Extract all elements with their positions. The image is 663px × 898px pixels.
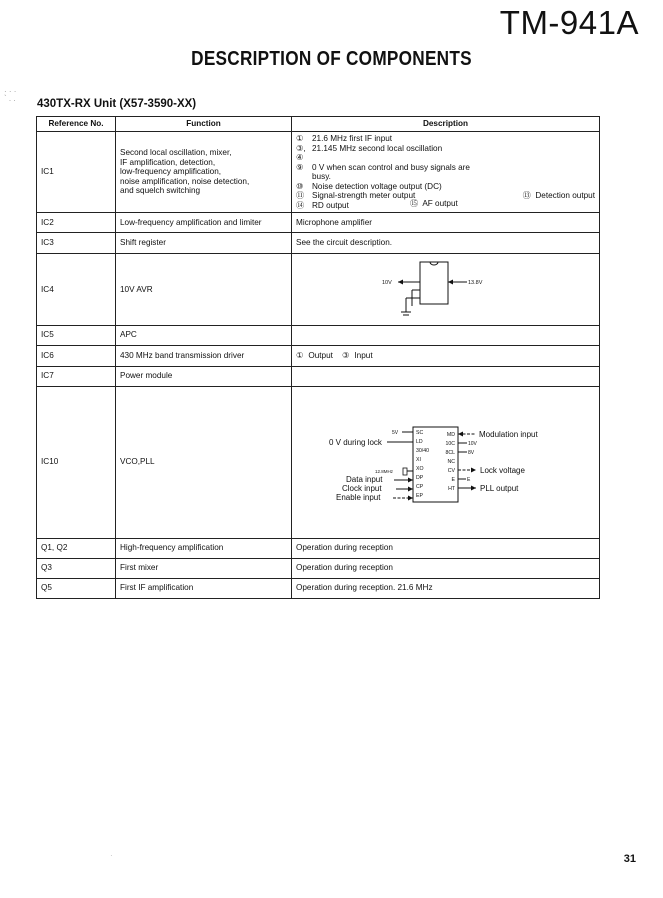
table-row-q1q2 xyxy=(37,538,600,558)
header-function: Function xyxy=(116,117,292,132)
ic10-pin-left-label: EP xyxy=(416,492,423,499)
header-description: Description xyxy=(292,117,600,132)
pin-ref: ① xyxy=(296,350,304,360)
function-cell: Power module xyxy=(116,366,292,386)
pin-ref: ⑭ xyxy=(296,200,305,210)
model-number: TM-941A xyxy=(499,4,639,41)
desc-text: 0 V when scan control and busy signals are busy. xyxy=(312,162,470,181)
desc-text: Noise detection voltage output (DC) xyxy=(312,181,442,191)
ic10-label-lockv: Lock voltage xyxy=(480,465,525,475)
function-cell: 10V AVR xyxy=(116,254,292,326)
table-row-q5 xyxy=(37,578,600,598)
ref-cell: Q5 xyxy=(37,578,116,598)
function-cell: First mixer xyxy=(116,558,292,578)
ic10-5v-label: 5V xyxy=(392,429,399,436)
ic10-pin-left-label: SC xyxy=(416,429,424,436)
ref-cell: IC4 xyxy=(37,254,116,326)
page-number: 31 xyxy=(623,853,636,865)
pin-ref: ⑨ xyxy=(296,162,304,172)
function-cell: VCO,PLL xyxy=(116,386,292,538)
ic10-md-arrow xyxy=(458,431,463,436)
ic10-pin-right-label: HT xyxy=(448,485,455,492)
ic10-label-mod: Modulation input xyxy=(479,429,538,439)
ic4-body xyxy=(420,262,448,304)
ic10-pin-right-label: 8CL xyxy=(445,449,455,456)
ref-cell: IC7 xyxy=(37,366,116,386)
table-row-ic1 xyxy=(37,132,600,213)
ic10-pin-right-label: E xyxy=(451,476,455,483)
desc-text: AF output xyxy=(422,199,458,208)
description-cell xyxy=(292,366,600,386)
ic10-pin-right-label: NC xyxy=(447,458,455,465)
ic10-pll-diagram xyxy=(292,387,598,535)
pin-ref: ① xyxy=(296,134,304,143)
ic10-dp-arrow xyxy=(408,477,413,482)
ref-cell: IC3 xyxy=(37,233,116,254)
table-row-ic4 xyxy=(37,254,600,326)
ic10-label-enable: Enable input xyxy=(336,492,381,502)
ic10-e-label: E xyxy=(467,476,471,483)
desc-text: Input xyxy=(354,350,373,360)
ic10-10v-label: 10V xyxy=(468,440,477,447)
ic10-ht-arrow xyxy=(471,485,476,490)
ic10-xtal-icon xyxy=(403,468,407,475)
ic4-label-10v: 10V xyxy=(382,280,392,286)
desc-text: RD output xyxy=(312,200,349,210)
ic4-in-arrow xyxy=(398,280,403,285)
unit-title: 430TX-RX Unit (X57-3590-XX) xyxy=(37,98,197,110)
ic10-label-data: Data input xyxy=(346,474,383,484)
description-cell xyxy=(292,386,600,538)
table-row-ic6 xyxy=(37,345,600,366)
ref-cell: IC5 xyxy=(37,325,116,345)
pin-ref: ⑪ xyxy=(296,191,305,200)
ic4-regulator-diagram xyxy=(292,254,598,322)
description-cell: Microphone amplifier xyxy=(292,213,600,233)
ic10-pin-left-label: 30/40 xyxy=(416,447,429,454)
pin-ref: ③ xyxy=(342,350,350,360)
ref-cell: IC2 xyxy=(37,213,116,233)
function-cell: 430 MHz band transmission driver xyxy=(116,345,292,366)
ic10-pin-left-label: XO xyxy=(416,465,424,472)
table-row-ic2 xyxy=(37,213,600,233)
table-row-ic10 xyxy=(37,386,600,538)
ref-cell: IC10 xyxy=(37,386,116,538)
desc-text: Output xyxy=(308,350,333,360)
ic10-pin-left-label: LD xyxy=(416,438,423,445)
description-cell xyxy=(292,325,600,345)
pin-ref: ⑮ xyxy=(410,199,419,208)
function-cell: Shift register xyxy=(116,233,292,254)
description-cell: Operation during reception xyxy=(292,538,600,558)
ic10-ep-arrow xyxy=(408,495,413,500)
ic10-pin-right-label: CV xyxy=(447,467,455,474)
ic10-pin-left-label: CP xyxy=(416,483,424,490)
page-title: DESCRIPTION OF COMPONENTS xyxy=(191,48,472,70)
ic4-label-13v8: 13.8V xyxy=(468,280,483,286)
ic4-out-arrow xyxy=(448,280,453,285)
desc-text: 21.145 MHz second local oscillation xyxy=(312,143,443,153)
scan-mark: · xyxy=(110,851,113,860)
description-cell: See the circuit description. xyxy=(292,233,600,254)
table-header-row xyxy=(37,117,600,132)
ic10-cv-arrow xyxy=(471,467,476,472)
header-reference: Reference No. xyxy=(37,117,116,132)
description-cell: Operation during reception. 21.6 MHz xyxy=(292,578,600,598)
ic10-pin-left-label: XI xyxy=(416,456,421,463)
table-row-ic5 xyxy=(37,325,600,345)
desc-text: Detection output xyxy=(535,191,595,200)
pin-ref: ⑩ xyxy=(296,181,304,191)
ic10-cp-arrow xyxy=(408,486,413,491)
desc-text: 21.6 MHz first IF input xyxy=(312,134,393,143)
components-table xyxy=(36,116,600,599)
function-cell: First IF amplification xyxy=(116,578,292,598)
ic10-pin-left-label: DP xyxy=(416,474,424,481)
ref-cell: IC1 xyxy=(37,132,116,213)
ic10-label-clock: Clock input xyxy=(342,483,382,493)
desc-text: Signal-strength meter output xyxy=(312,191,416,200)
description-cell xyxy=(292,132,600,213)
description-cell: Operation during reception xyxy=(292,558,600,578)
ic10-pin-right-label: MD xyxy=(446,431,455,438)
ic10-xtal-label: 12.8MHz xyxy=(375,468,394,474)
ic10-label-pll: PLL output xyxy=(480,483,519,493)
function-cell: High-frequency amplification xyxy=(116,538,292,558)
ic10-pin-right-label: 10C xyxy=(445,440,455,447)
function-cell: APC xyxy=(116,325,292,345)
ref-cell: Q1, Q2 xyxy=(37,538,116,558)
table-row-q3 xyxy=(37,558,600,578)
ic10-label-0v: 0 V during lock xyxy=(329,437,382,447)
description-cell xyxy=(292,345,600,366)
table-row-ic7 xyxy=(37,366,600,386)
function-cell: Low-frequency amplification and limiter xyxy=(116,213,292,233)
ref-cell: IC6 xyxy=(37,345,116,366)
ic10-8v-label: 8V xyxy=(468,449,475,456)
table-row-ic3 xyxy=(37,233,600,254)
ref-cell: Q3 xyxy=(37,558,116,578)
pin-ref: ③, ④ xyxy=(296,143,306,162)
pin-ref: ⑬ xyxy=(522,191,531,200)
function-cell: Second local oscillation, mixer, IF amplification, detection, low-frequency amplification, noise amplification, noise detection, and squelch switching xyxy=(116,132,292,213)
description-cell xyxy=(292,254,600,326)
scan-marks: · · · ` . . xyxy=(4,87,17,103)
